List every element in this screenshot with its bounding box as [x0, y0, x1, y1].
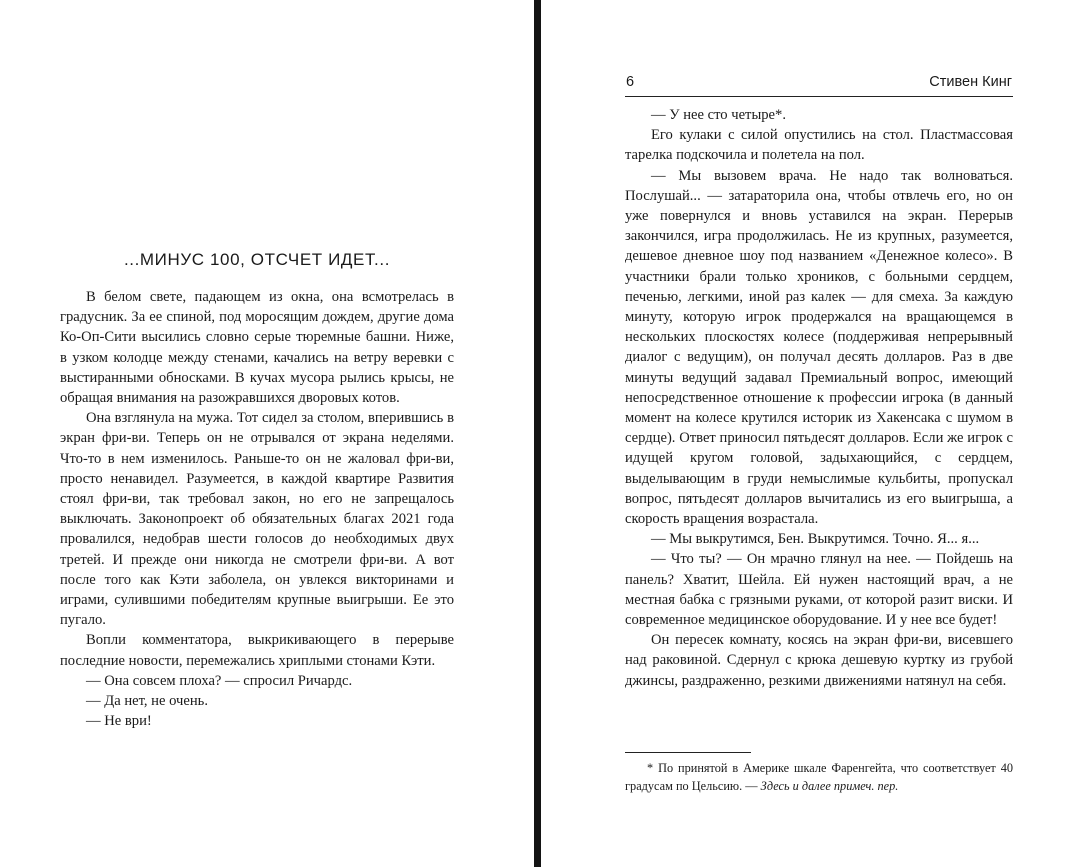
- footnote-text: * По принятой в Америке шкале Фаренгейта, что соответствует 40 градусам по Цельсию. —: [625, 761, 1013, 793]
- paragraph: Его кулаки с силой опустились на стол. Пластмассовая тарелка подскочила и полетела на пол.: [625, 127, 1013, 164]
- paragraph: В белом свете, падающем из окна, она всмотрелась в градусник. За ее спиной, под моросящим дождем, другие дома Ко-Оп-Сити высились словно серые тюремные башни. Ниже, в узком колодце между стенами, качались на ветру веревки с выстиранными обносками. В кучах мусора рылись крысы, не обращая внимания на разожравшихся дворовых котов.: [60, 289, 454, 407]
- left-page-text: [60, 287, 454, 731]
- paragraph: — Мы вызовем врача. Не надо так волноваться. Послушай... — затараторила она, чтобы отвлечь его, но он уже повернулся и вновь уставился на экран. Перерыв закончился, игра продолжилась. Не из крупных, разумеется, дешевое дневное шоу под названием «Денежное колесо». В участники брали только хроников, с больными сердцем, печенью, легкими, иной раз калек — для смеха. За каждую минуту, которую игрок продержался на вращающемся в нескольких плоскостях колесе (поддерживая непрерывный диалог с ведущим), он получал десять долларов. Раз в две минуты ведущий задавал Премиальный вопрос, имеющий непосредственное отношение к профессии игрока (в данный момент на колесе крутился историк из Хакенсака с шумом в сердце). Ответ приносил пятьдесят долларов. Если же игрок с идущей кругом головой, задыхающийся, с сердцем, выделывающим в груди немыслимые кульбиты, пропускал вопрос, пятьдесят долларов вычитались из его выигрыша, а скорость вращения возрастала.: [625, 167, 1013, 528]
- paragraph: Он пересек комнату, косясь на экран фри-ви, висевшего над раковиной. Сдернул с крюка дешевую куртку из грубой джинсы, раздраженно, резкими движениями натянул на себя.: [625, 632, 1013, 689]
- right-page-text: [625, 105, 1013, 691]
- page-number: 6: [626, 74, 635, 90]
- dialogue-line: — У нее сто четыре*.: [651, 107, 786, 123]
- footnote-rule: [625, 752, 751, 753]
- right-page: [541, 0, 1074, 867]
- paragraph: — Что ты? — Он мрачно глянул на нее. — Пойдешь на панель? Хватит, Шейла. Ей нужен настоящий врач, а не местная бабка с грязными руками, от которой разит виски. И современное медицинское оборудование. И у нее все будет!: [625, 551, 1013, 629]
- dialogue-line: — Не ври!: [86, 713, 152, 730]
- dialogue-line: — Да нет, не очень.: [86, 693, 208, 710]
- author-name: Стивен Кинг: [929, 74, 1012, 90]
- left-page: [0, 0, 534, 867]
- footnote-translator-note: Здесь и далее примеч. пер.: [760, 778, 899, 793]
- paragraph: Она взглянула на мужа. Тот сидел за столом, вперившись в экран фри-ви. Теперь он не отрывался от экрана неделями. Что-то в нем изменилось. Раньше-то он не жаловал фри-ви, просто ненавидел. Разумеется, в каждой квартире Развития стоял фри-ви, так требовал закон, но его не запрещалось выключать. Законопроект об обязательных благах 2021 года провалился, недобрав шести голосов до необходимых двух третей. И прежде они никогда не смотрели фри-ви. А вот после того как Кэти заболела, он увлекся викторинами и играми, сулившими победителям крупные выигрыши. Ее это пугало.: [60, 410, 454, 629]
- running-head: [625, 72, 1013, 97]
- paragraph: Вопли комментатора, выкрикивающего в перерыве последние новости, перемежались хриплыми стонами Кэти.: [60, 632, 454, 669]
- footnote: [625, 760, 1013, 795]
- dialogue-line: — Она совсем плоха? — спросил Ричардс.: [86, 672, 353, 689]
- dialogue-line: — Мы выкрутимся, Бен. Выкрутимся. Точно. Я... я...: [651, 531, 980, 548]
- book-spine: [534, 0, 541, 867]
- chapter-title: ...МИНУС 100, ОТСЧЕТ ИДЕТ...: [123, 250, 391, 269]
